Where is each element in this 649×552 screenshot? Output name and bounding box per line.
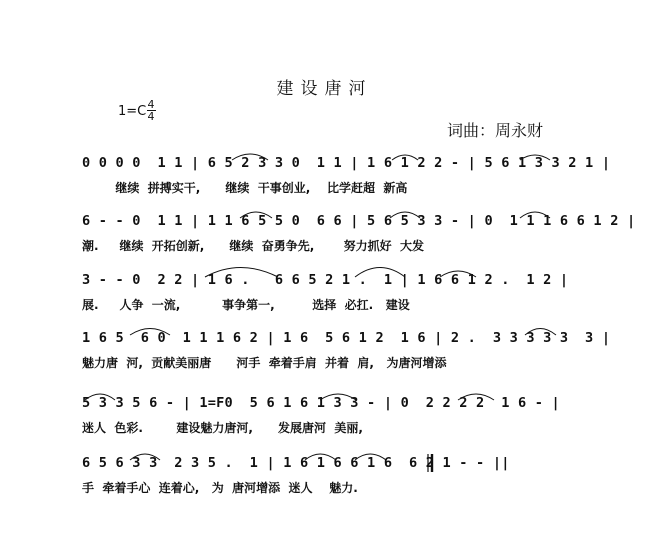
notation-line-3: 3 - - 0 2 2 | 1 6 . 6 6 5 2 1 . 1 | 1 6 6 1 2 . 1 2 |: [82, 272, 569, 288]
lyric-line-6: 手 牵着手心 连着心, 为 唐河增添 迷人 魅力.: [82, 481, 358, 495]
slur-mark: [205, 268, 278, 278]
slur-mark: [520, 212, 550, 218]
page-title: 建设唐河: [276, 79, 373, 99]
slur-mark: [130, 454, 160, 460]
slur-mark: [392, 155, 418, 160]
slur-mark: [85, 394, 115, 400]
slur-mark: [440, 271, 476, 277]
composer-credit: 词曲：周永财: [447, 121, 544, 140]
slur-mark: [130, 329, 170, 336]
lyric-line-3: 展. 人争 一流, 事争第一, 选择 必扛. 建设: [82, 298, 410, 312]
slur-mark: [390, 212, 420, 218]
slur-mark: [320, 394, 356, 400]
slur-mark: [525, 329, 556, 336]
slur-mark: [520, 155, 550, 160]
lyric-line-2: 潮. 继续 开拓创新, 继续 奋勇争先, 努力抓好 大发: [82, 239, 424, 253]
notation-line-4: 1 6 5 6 0 1 1 1 6 2 | 1 6 5 6 1 2 1 6 | 2 . 3 3 3 3 3 3 |: [82, 330, 611, 346]
slur-mark: [355, 268, 405, 278]
slur-mark: [458, 394, 494, 400]
key-signature: 1=C: [118, 104, 147, 119]
lyric-line-5: 迷人 色彩. 建设魅力唐河, 发展唐河 美丽,: [82, 421, 363, 435]
final-barline: [428, 454, 432, 472]
meter-bottom: 4: [147, 110, 155, 123]
notation-line-2: 6 - - 0 1 1 | 1 1 6 5 5 0 6 6 | 5 6 5 3 3 - | 0 1 1 1 6 6 1 2 |: [82, 213, 636, 229]
notation-line-6: 6 5 6 3 3 2 3 5 . 1 | 1 6 1 6 6 1 6 6 2 1 - - ||: [82, 455, 510, 471]
slur-mark: [305, 454, 336, 460]
meter-top: 4: [147, 98, 155, 111]
notation-line-5: 5 3 3 5 6 - | 1=F0 5 6 1 6 1 3 3 - | 0 2 2 2 2 1 6 - |: [82, 395, 560, 411]
slur-mark: [355, 454, 386, 460]
slur-mark: [240, 212, 272, 218]
lyric-line-1: 继续 拼搏实干, 继续 干事创业, 比学赶超 新高: [82, 181, 408, 195]
slur-mark: [232, 154, 268, 160]
lyric-line-4: 魅力唐 河, 贡献美丽唐 河手 牵着手肩 并着 肩, 为唐河增添: [82, 356, 447, 370]
notation-line-1: 0 0 0 0 1 1 | 6 5 2 3 3 0 1 1 | 1 6 1 2 2 - | 5 6 1 3 3 2 1 |: [82, 155, 611, 171]
